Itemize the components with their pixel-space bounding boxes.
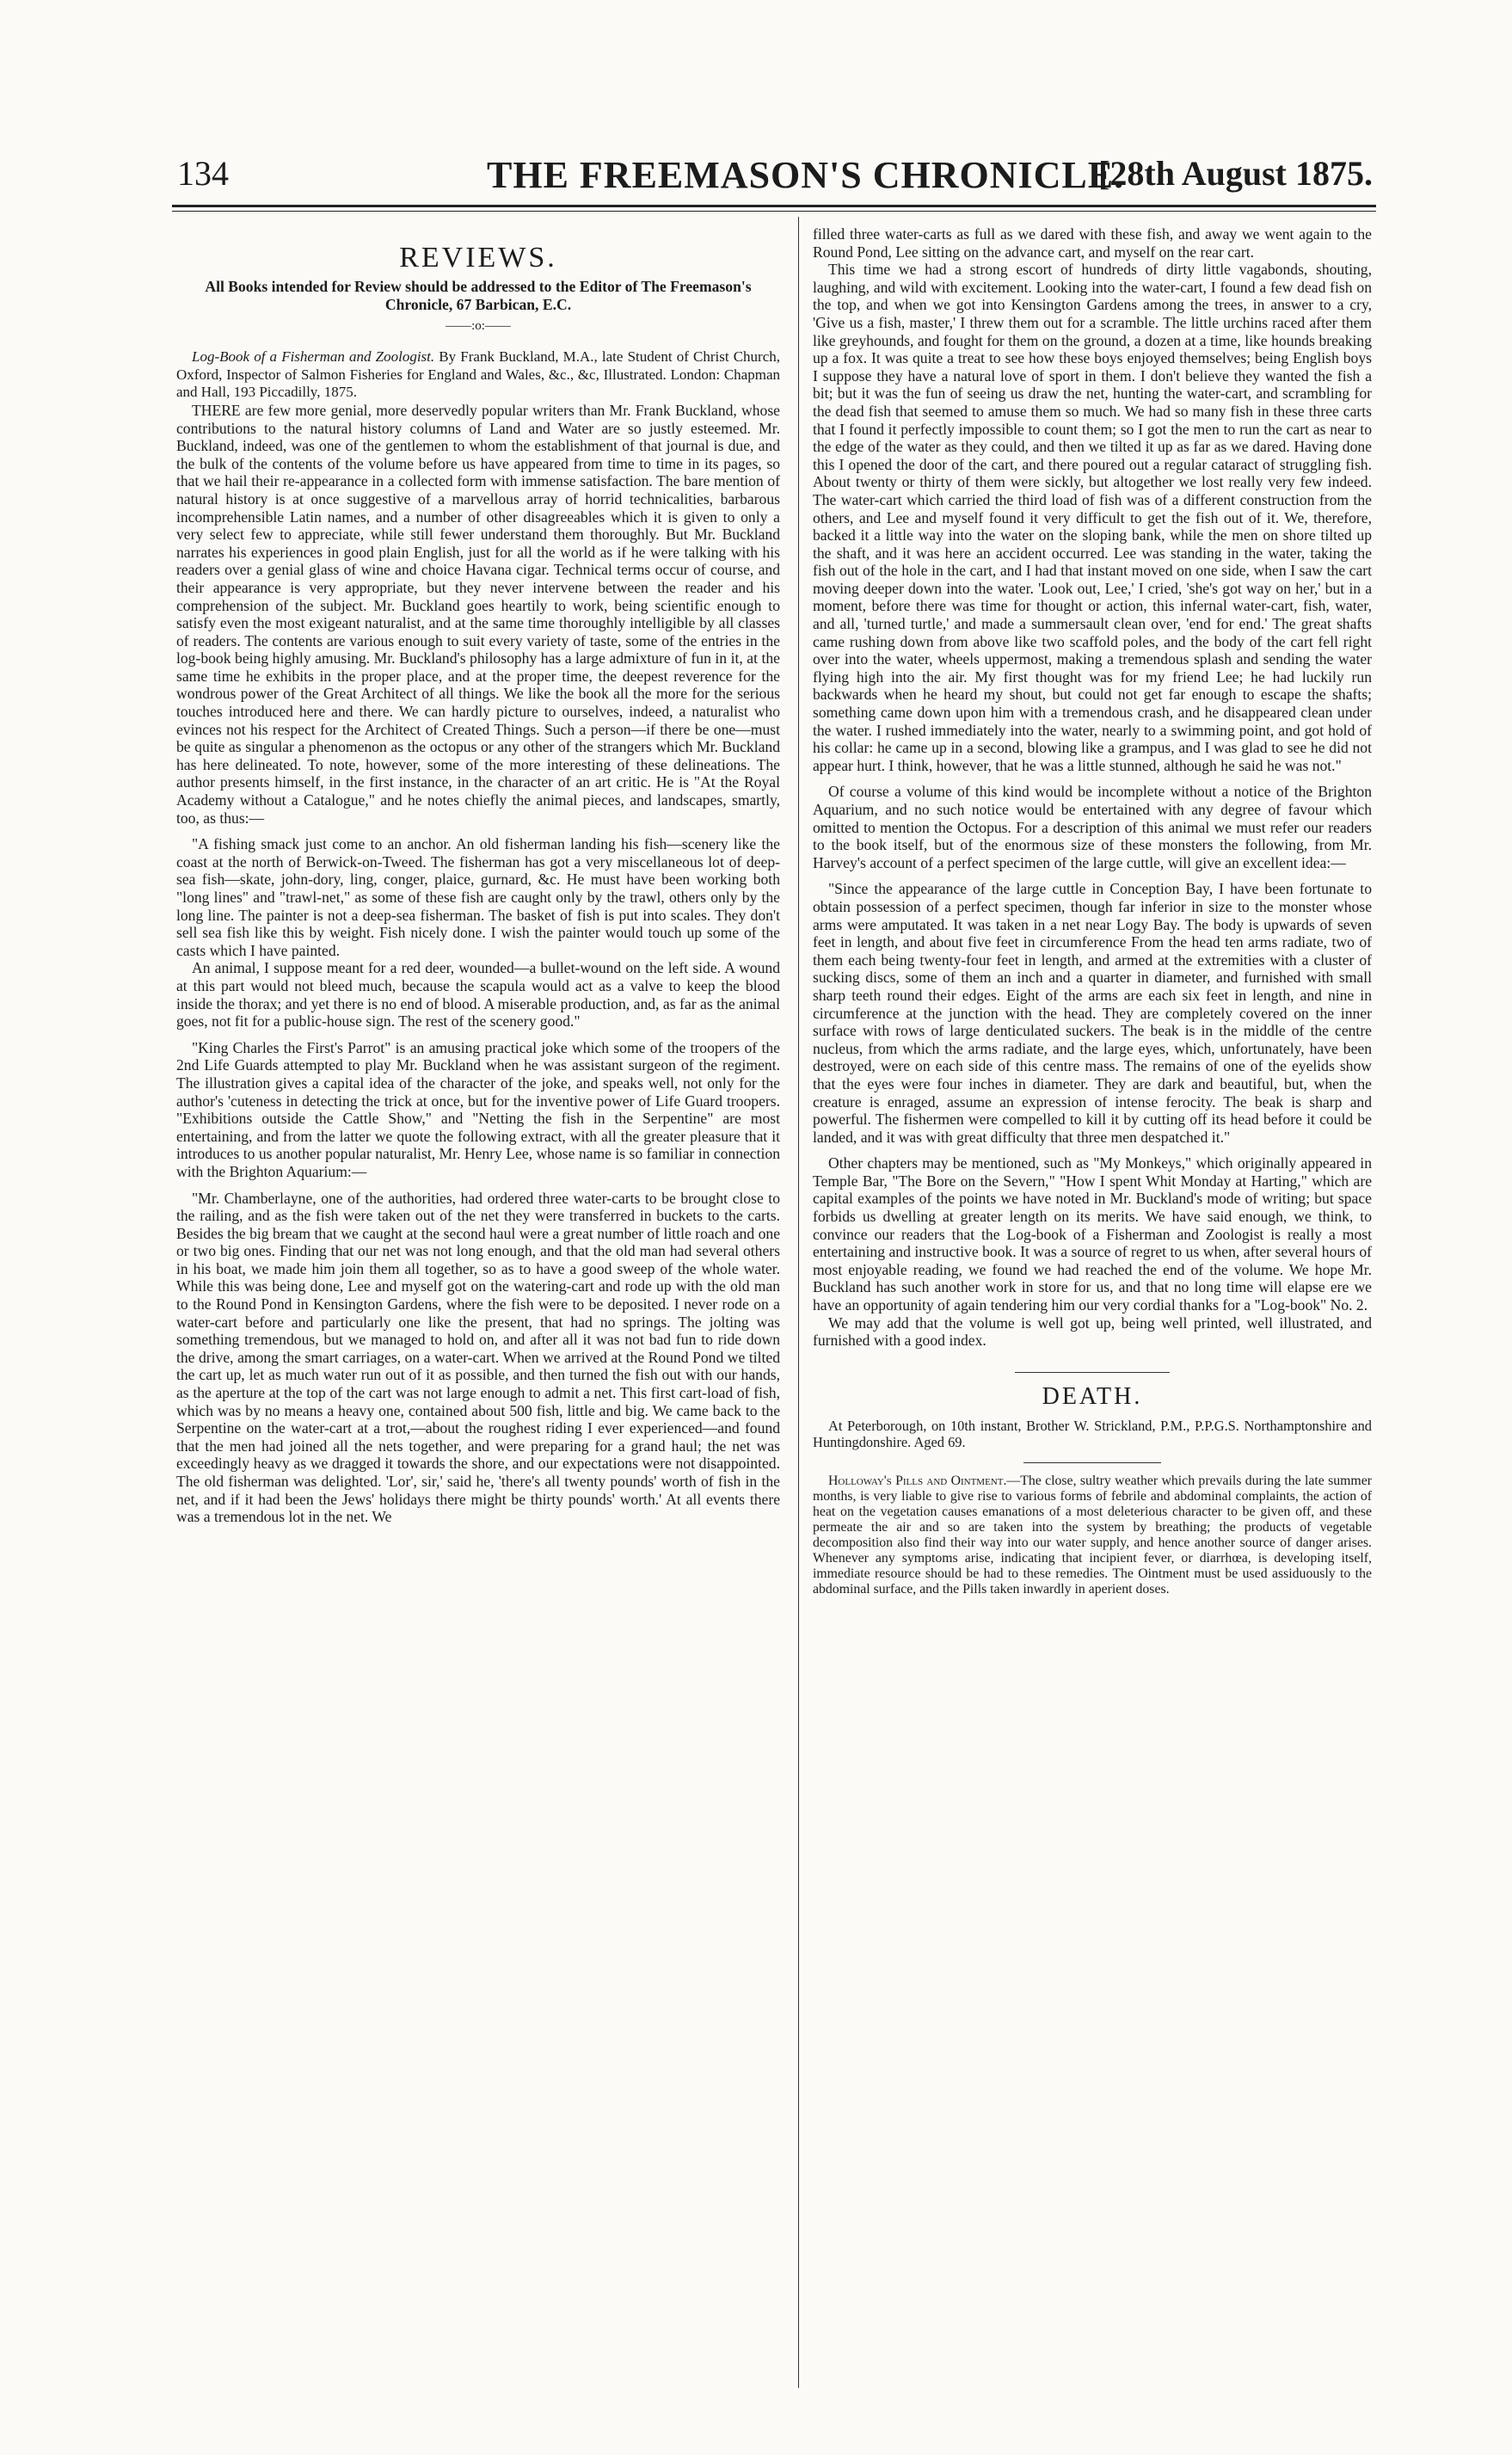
review-paragraph: THERE are few more genial, more deservedly popular writers than Mr. Frank Buckland, whose contributions to the natural history columns of Land and Water are so justly esteemed. Mr. Buckland, indeed, was one of the gentlemen to whom the establishment of that journal is due, and the bulk of the contents of the volume before us have appeared from time to time in its pages, so that we hail their re-appearance in a collected form with immense satisfaction. The bare mention of natural history is at once suggestive of a marvellous array of horrid technicalities, barbarous incomprehensible Latin names, and a number of other disagreeables which it is given to only a very select few to appreciate, while still fewer understand them thoroughly. But Mr. Buckland narrates his experiences in good plain English, just for all the world as if he were talking with his readers over a genial glass of wine and choice Havana cigar. Technical terms occur of course, and their appearance is very appropriate, but they never intervene between the reader and his comprehension of the subject. Mr. Buckland goes heartily to work, being scientific enough to satisfy even the most exigeant naturalist, and at the same time thoroughly intelligible by all classes of readers. The contents are various enough to suit every variety of taste, some of the entries in the log-book being highly amusing. Mr. Buckland's philosophy has a large admixture of fun in it, at the same time he exhibits in the proper place, and at the proper time, the deepest reverence for the wondrous power of the Great Architect of all things. We like the book all the more for the serious touches introduced here and there. We can hardly picture to ourselves, indeed, a naturalist who evinces not his respect for the Architect of Created Things. Such a person—if there be one—must be quite as singular a phenomenon as the octopus or any other of the strangers which Mr. Buckland has here delineated. To note, however, some of the more interesting of these delineations. The author presents himself, in the first instance, in the character of an art critic. He is "At the Royal Academy without a Catalogue," and he notes chiefly the animal pieces, and landscapes, smartly, too, as thus:—: [176, 401, 780, 827]
book-details: By Frank Buckland, M.A., late Student of Christ Church, Oxford, Inspector of Salmon Fisheries for England and Wales, &c., &c, Illustrated. London: Chapman and Hall, 193 Piccadilly, 1875.: [176, 348, 780, 401]
advert-text: The close, sultry weather which prevails during the late summer months, is very liable to give rise to various forms of febrile and abdominal complaints, the action of heat on the vegetation causes emanations of a most deleterious character to be given off, and these permeate the air and so are taken into the system by breathing; the products of vegetable decomposition also find their way into our water supply, and hence another source of danger arises. Whenever any symptoms arise, indicating that incipient fever, or diarrhœa, is developing itself, immediate resource should be had to these remedies. The Ointment must be used assiduously to the abdominal surface, and the Pills taken inwardly in aperient doses.: [813, 1474, 1372, 1597]
page-number: 134: [177, 154, 229, 193]
advert-lead: Holloway's Pills and Ointment.—: [828, 1474, 1021, 1489]
review-paragraph: Of course a volume of this kind would be incomplete without a notice of the Brighton Aquarium, and no such notice would be entertained with any degree of favour which omitted to mention the Octopus. For a description of this animal we must refer our readers to the book itself, but of the enormous size of these monsters the following, from Mr. Harvey's account of a perfect specimen of the large cuttle, will give an excellent idea:—: [813, 783, 1372, 871]
death-notice: At Peterborough, on 10th instant, Brother W. Strickland, P.M., P.P.G.S. Northamptonshire and Huntingdonshire. Aged 69.: [813, 1418, 1372, 1451]
page-header: [177, 153, 1373, 205]
newspaper-title: THE FREEMASON'S CHRONICLE.: [487, 154, 1125, 196]
left-column: [176, 225, 780, 1526]
header-rule-thick: [172, 205, 1376, 207]
quoted-paragraph: An animal, I suppose meant for a red deer, wounded—a bullet-wound on the left side. A wound at this part would not bleed much, because the scapula would act as a valve to keep the blood inside the thorax; and yet there is no end of blood. A miserable production, and, as far as the animal goes, not fit for a public-house sign. The rest of the scenery good.": [176, 959, 780, 1031]
book-citation: [176, 348, 780, 402]
quoted-paragraph: filled three water-carts as full as we dared with these fish, and away we went again to the Round Pond, Lee sitting on the advance cart, and myself on the rear cart.: [813, 225, 1372, 261]
section-rule: [1015, 1372, 1170, 1373]
column-divider: [798, 217, 799, 2388]
review-paragraph: "King Charles the First's Parrot" is an amusing practical joke which some of the troopers of the 2nd Life Guards attempted to play Mr. Buckland when he was assistant surgeon of the regiment. The illustration gives a capital idea of the character of the joke, and speaks well, not only for the author's 'cuteness in detecting the trick at once, but for the inventive power of Life Guard troopers. "Exhibitions outside the Cattle Show," and "Netting the fish in the Serpentine" are most entertaining, and from the latter we quote the following extract, with all the greater pleasure that it introduces to us another popular naturalist, Mr. Henry Lee, whose name is so familiar in connection with the Brighton Aquarium:—: [176, 1038, 780, 1180]
quoted-paragraph: "Since the appearance of the large cuttle in Conception Bay, I have been fortunate to obtain possession of a perfect specimen, though far inferior in size to the monster whose arms were amputated. It was taken in a net near Logy Bay. The body is upwards of seven feet in length, and about five feet in circumference From the head ten arms radiate, two of them each being twenty-four feet in length, and armed at the extremities with a cluster of sucking discs, some of them an inch and a quarter in diameter, and furnished with small sharp teeth round their edges. Eight of the arms are each six feet in length, and nine in circumference at the junction with the head. They are completely covered on the inner surface with rows of large denticulated suckers. The beak is in the middle of the centre nucleus, from which the arms radiate, and the large eyes, which, unfortunately, have been destroyed, were on each side of this centre mass. The remains of one of the eyelids show that the eyes were four inches in diameter. They are dark and beautiful, but, when the creature is enraged, assume an expression of intense ferocity. The beak is sharp and powerful. The fishermen were compelled to kill it by cutting off its head before it could be landed, and it was with great difficulty that three men despatched it.": [813, 880, 1372, 1146]
issue-date: [28th August 1875.: [1098, 154, 1373, 193]
section-rule: [1023, 1462, 1161, 1463]
section-separator: ——:o:——: [446, 318, 511, 333]
right-column: [813, 225, 1372, 1597]
reviews-heading: REVIEWS.: [399, 242, 557, 274]
quoted-paragraph: "Mr. Chamberlayne, one of the authorities, had ordered three water-carts to be brought close to the railing, and as the fish were taken out of the net they were transferred in buckets to the carts. Besides the big bream that we caught at the second haul were a great number of little roach and one or two big ones. Finding that our net was not long enough, and that the old man had several others in his boat, we made him join them all together, so as to have a good sweep of the whole water. While this was being done, Lee and myself got on the watering-cart and rode up with the old man to the Round Pond in Kensington Gardens, where the fish were to be deposited. I never rode on a water-cart before and particularly one like the present, that had no springs. The jolting was something tremendous, but we managed to hold on, and after all it was not bad fun to ride down the drive, among the smart carriages, on a water-cart. When we arrived at the Round Pond we tilted the cart up, let as much water run out of it as possible, and then turned the fish out with our hands, as the aperture at the top of the cart was not large enough to admit a net. This first cart-load of fish, which was by no means a heavy one, contained about 500 fish, little and big. We came back to the Serpentine on the water-cart at a trot,—about the roughest riding I ever experienced—and found that the men had joined all the nets together, and were preparing for a grand haul; the net was exceedingly heavy as we dragged it towards the shore, and our expectations were not disappointed. The old fisherman was delighted. 'Lor', sir,' said he, 'there's all twenty pounds' worth of fish in the net, and if it had been the Jews' holidays there might be thirty pounds' worth.' At all events there was a tremendous lot in the net. We: [176, 1189, 780, 1526]
review-paragraph: We may add that the volume is well got up, being well printed, well illustrated, and furnished with a good index.: [813, 1314, 1372, 1350]
review-paragraph: Other chapters may be mentioned, such as "My Monkeys," which originally appeared in Temple Bar, "The Bore on the Severn," "How I spent Whit Monday at Harting," which are capital examples of the points we have noted in Mr. Buckland's mode of writing; but space forbids us dwelling at greater length on its merits. We have said enough, we think, to convince our readers that the Log-book of a Fisherman and Zoologist is really a most entertaining and instructive book. It was a source of regret to us when, after several hours of most enjoyable reading, we found we had reached the end of the volume. We hope Mr. Buckland has such another work in store for us, and that no long time will elapse ere we have an opportunity of again tendering him our very cordial thanks for a "Log-book" No. 2.: [813, 1154, 1372, 1314]
header-rule-thin: [172, 211, 1376, 212]
review-notice: All Books intended for Review should be addressed to the Editor of The Freemason's Chronicle, 67 Barbican, E.C.: [205, 277, 752, 313]
death-heading: DEATH.: [1042, 1382, 1143, 1410]
advertisement: [813, 1474, 1372, 1597]
quoted-paragraph: "A fishing smack just come to an anchor. An old fisherman landing his fish—scenery like the coast at the north of Berwick-on-Tweed. The fisherman has got a very miscellaneous lot of deep-sea fish—skate, john-dory, ling, conger, plaice, gurnard, &c. He must have been working both "long lines" and "trawl-net," as some of these fish are caught only by the trawl, others only by the long line. The painter is not a deep-sea fisherman. The basket of fish is put into scales. They don't sell sea fish like this by weight. Fish nicely done. I wish the painter would touch up some of the casts which I have painted.: [176, 835, 780, 959]
quoted-paragraph: This time we had a strong escort of hundreds of dirty little vagabonds, shouting, laughing, and wild with excitement. Looking into the water-cart, I found a few dead fish on the top, and when we got into Kensington Gardens among the trees, in answer to a cry, 'Give us a fish, master,' I threw them out for a scramble. The little urchins raced after them like greyhounds, and fought for them on the ground, a dozen at a time, like hounds breaking up a fox. It was quite a treat to see how these boys enjoyed themselves; being English boys I suppose they have a natural love of sport in them. I don't believe they wanted the fish a bit; but it was the fun of seeing us draw the net, hunting the water-cart, and scrambling for the dead fish that seemed to amuse them so much. We had so many fish in these three carts that I found it perfectly impossible to count them; so I got the men to run the cart as near to the edge of the water as they could, and then we tilted it up as far as we dared. Having done this I opened the door of the cart, and there poured out a regular cataract of struggling fish. About twenty or thirty of them were sickly, but altogether we lost really very few indeed. The water-cart which carried the third load of fish was of a different construction from the others, and Lee and myself found it very difficult to get the fish out of it. We, therefore, backed it a little way into the water on the sloping bank, while the men on shore tilted up the shaft, and it was here an accident occurred. Lee was standing in the water, taking the fish out of the hole in the cart, and I had that instant moved on one side, when I saw the cart moving deeper down into the water. 'Look out, Lee,' I cried, 'she's got way on her,' but in a moment, before there was time for thought or action, this infernal water-cart, fish, water, and all, 'turned turtle,' and made a summersault clean over, 'end for end.' The great shafts came rushing down from above like two scaffold poles, and the body of the cart fell right over into the water, wheels uppermost, making a tremendous splash and sending the water flying high into the air. My first thought was for my friend Lee; he had luckily run backwards when he heard my shout, but could not get far enough to escape the shafts; something came down upon him with a tremendous crash, and he disappeared clean under the water. I rushed immediately into the water, nearly to a swimming point, and got hold of his collar: he came up in a second, blowing like a grampus, and I was glad to see he did not appear hurt. I think, however, that he was a little stunned, although he said he was not.": [813, 261, 1372, 774]
book-title: Log-Book of a Fisherman and Zoologist.: [192, 348, 435, 366]
